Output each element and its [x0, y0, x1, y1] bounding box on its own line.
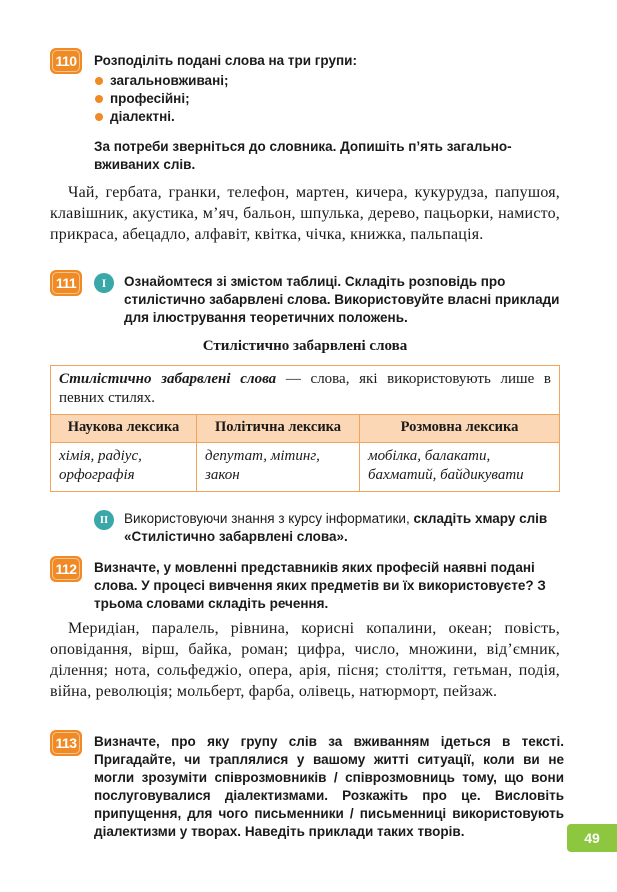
bullet-dot-icon	[95, 113, 103, 121]
task-number-badge: 113	[50, 730, 82, 756]
page-number: 49	[567, 824, 617, 852]
task-instruction: Ознайомтеся зі змістом таблиці. Складіть розповідь про стилістично забарвлені слова. Використовуйте власні приклади для ілюстрування теоретичних положень.	[124, 274, 560, 325]
task-number-badge: 111	[50, 270, 82, 296]
task-112	[50, 556, 565, 613]
task-instruction: Визначте, про яку групу слів за вживанням ідеться в тексті. Пригадайте, чи траплялися у вашому житті ситуації, коли ви не могли зрозуміти співрозмовників / співрозмовниць тому, що вони послуговувалися діалектизмами. Розкажіть про це. Висловіть припущення, для чого письменники / письменниці використовують діалектизми у творах. Наведіть приклади таких творів.	[94, 734, 564, 839]
definition-term: Стилістично забарвлені слова	[59, 371, 277, 387]
definition-text: — слова, які використовують лише в певних стилях.	[59, 371, 551, 406]
task-110	[50, 48, 565, 174]
task-111	[50, 270, 565, 327]
examples-scientific: хімія, радіус, орфографія	[51, 443, 197, 492]
list-item: діалектні.	[94, 108, 565, 126]
task-note: За потреби зверніться до словника. Допишіть п’ять загальновживаних слів.	[94, 139, 512, 172]
stylistic-table	[50, 365, 560, 492]
examples-colloquial: мобілка, балакати, бахматий, байдикувати	[360, 443, 560, 492]
definition-cell	[51, 366, 560, 415]
bullet-dot-icon	[95, 95, 103, 103]
examples-political: депутат, мітинг, закон	[197, 443, 360, 492]
bullet-list	[94, 72, 565, 126]
task-instruction: Визначте, у мовленні представників яких професій наявні подані слова. У процесі вивчення яких предметів ви їх використовуєте? З трьома словами складіть речення.	[94, 560, 546, 611]
header-political: Політична лексика	[197, 415, 360, 443]
task-instruction: Використовуючи знання з курсу інформатики, складіть хмару слів «Стилістично забарвлені слова».	[124, 511, 548, 544]
bullet-dot-icon	[95, 77, 103, 85]
task-113	[50, 730, 565, 841]
header-colloquial: Розмовна лексика	[360, 415, 560, 443]
table-title: Стилістично забарвлені слова	[202, 338, 408, 354]
exercise-text: Меридіан, паралель, рівнина, корисні копалини, океан; повість, оповідання, вірш, байка, роман; цифра, число, множини, від’ємник, ділення; нота, сольфеджіо, опера, арія, пісня; століття, гетьман, подія, війна, революція; мольберт, фарба, олівець, натюрморт, пейзаж.	[50, 620, 560, 700]
list-item: професійні;	[94, 90, 565, 108]
task-111-part-two	[50, 508, 565, 546]
header-scientific: Наукова лексика	[51, 415, 197, 443]
task-number-badge: 112	[50, 556, 82, 582]
list-item: загальновживані;	[94, 72, 565, 90]
task-number-badge: 110	[50, 48, 82, 74]
part-one-icon: I	[94, 273, 114, 293]
exercise-text: Чай, гербата, гранки, телефон, мартен, кичера, кукурудза, папушоя, клавішник, акустика, м’яч, бальон, шпулька, дерево, пацьорки, намисто, прикраса, абецадло, алфавіт, квітка, чічка, книжка, пальпація.	[50, 184, 560, 243]
task-instruction: Розподіліть подані слова на три групи:	[94, 53, 357, 68]
part-two-icon: II	[94, 510, 114, 530]
